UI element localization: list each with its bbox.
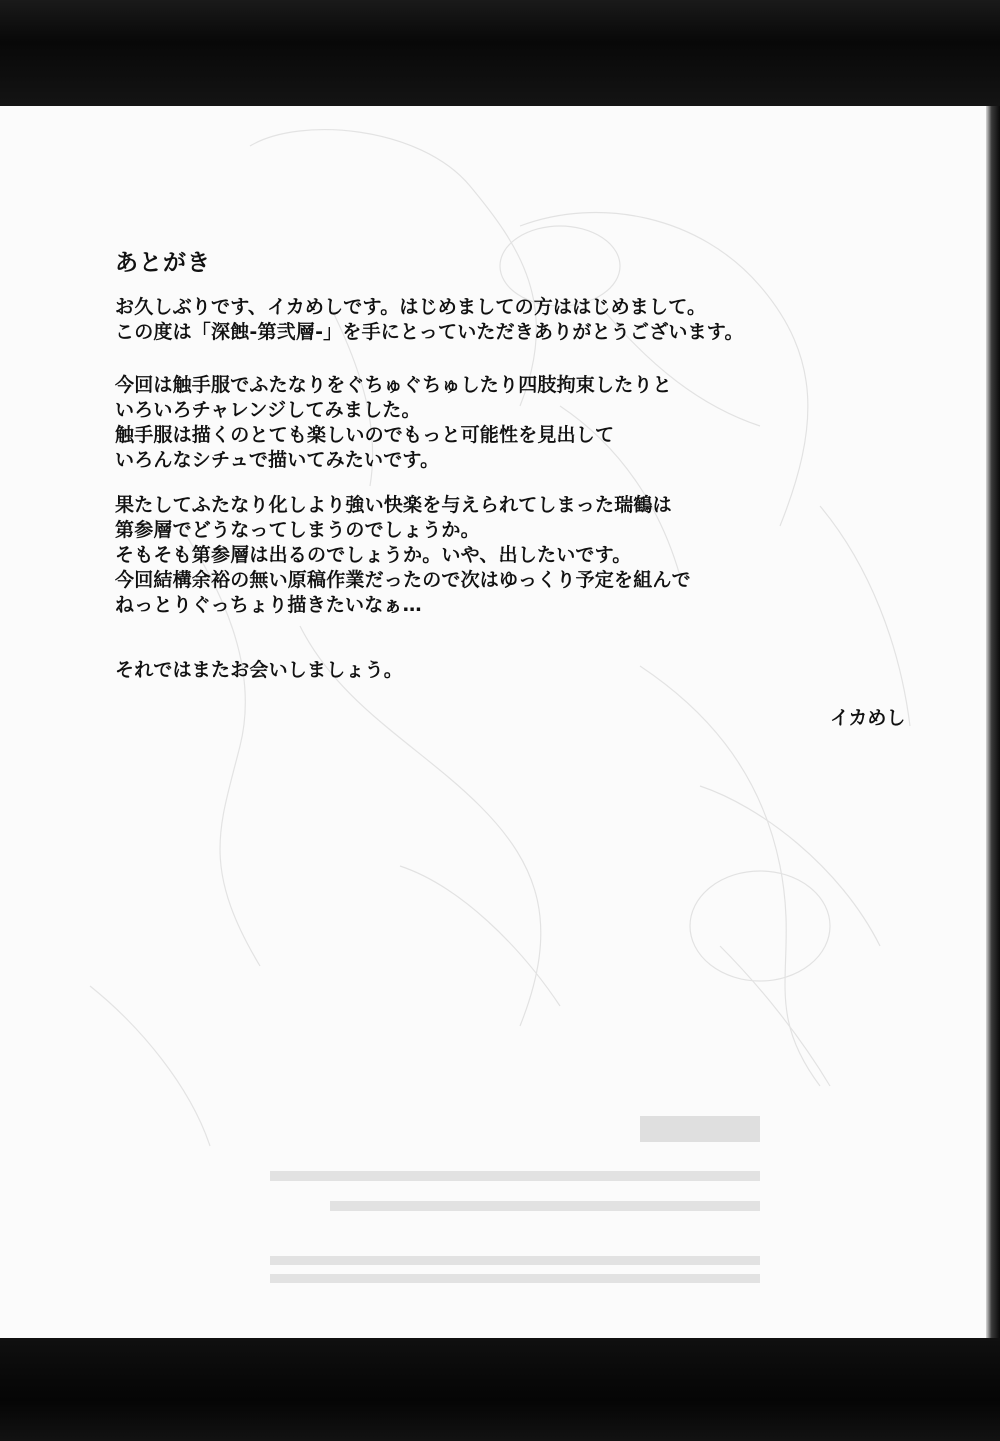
- afterword-line: お久しぶりです、イカめしです。はじめましての方ははじめまして。: [115, 296, 707, 318]
- afterword-line: この度は「深蝕-第弐層-」を手にとっていただきありがとうございます。: [115, 321, 744, 343]
- scan-border-top: [0, 0, 1000, 106]
- scan-border-right: [986, 106, 1000, 1338]
- afterword-line: 今回結構余裕の無い原稿作業だったので次はゆっくり予定を組んで: [115, 569, 691, 591]
- scan-border-bottom: [0, 1338, 1000, 1441]
- afterword-closing-line: それではまたお会いしましょう。: [115, 659, 404, 681]
- afterword-line: いろんなシチュで描いてみたいです。: [115, 449, 440, 471]
- afterword-line: そもそも第参層は出るのでしょうか。いや、出したいです。: [115, 544, 632, 566]
- afterword-line: ねっとりぐっちょり描きたいなぁ…: [115, 594, 422, 616]
- afterword-line: いろいろチャレンジしてみました。: [115, 399, 421, 421]
- afterword-line: 今回は触手服でふたなりをぐちゅぐちゅしたり四肢拘束したりと: [115, 374, 672, 396]
- afterword-heading: あとがき: [115, 250, 211, 276]
- author-signature: イカめし: [830, 707, 906, 729]
- afterword-line: 果たしてふたなり化しより強い快楽を与えられてしまった瑞鶴は: [115, 494, 672, 516]
- afterword-line: 第参層でどうなってしまうのでしょうか。: [115, 519, 480, 541]
- faint-colophon-bleed: [270, 1106, 780, 1306]
- afterword-line: 触手服は描くのとても楽しいのでもっと可能性を見出して: [115, 424, 615, 446]
